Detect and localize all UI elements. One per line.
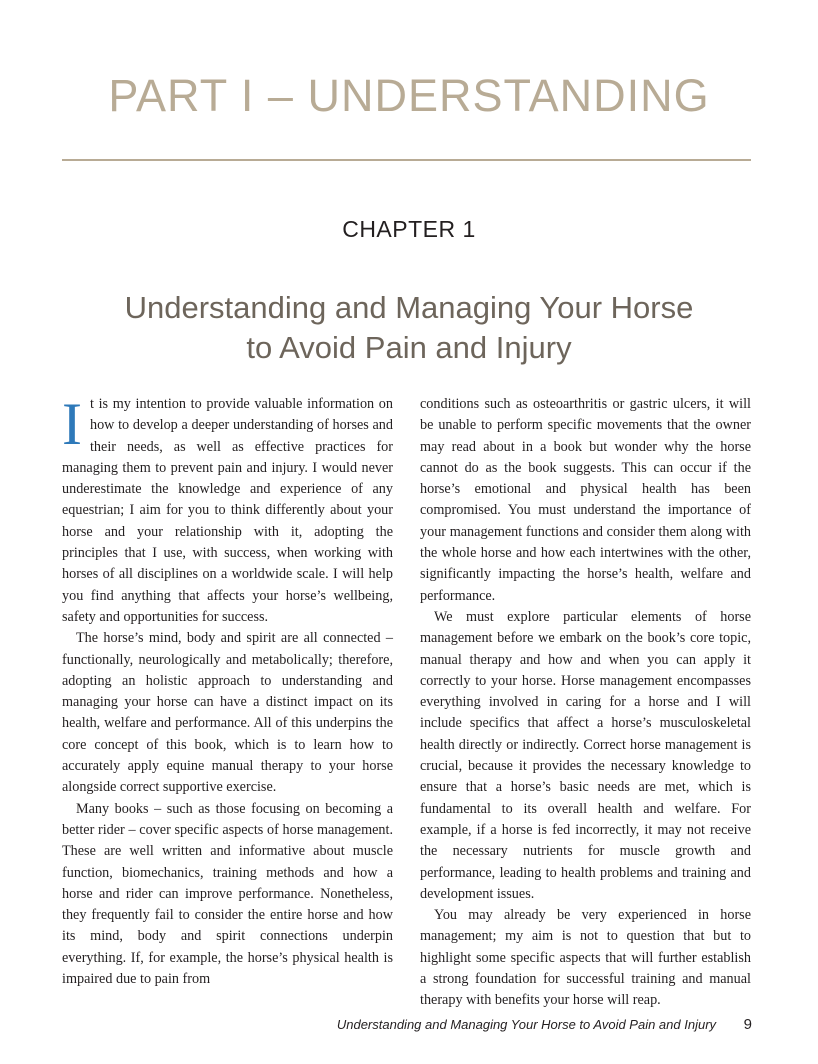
paragraph: conditions such as osteoarthritis or gastric ulcers, it will be unable to perform specific movements that the owner may read about in a book but wonder why the horse cannot do as the book suggests. This can occur if the horse’s emotional and physical health has been compromised. You must understand the importance of your management functions and consider them along with the whole horse and how each intertwines with the other, significantly impacting the horse’s health, welfare and performance. bbox=[420, 396, 751, 604]
paragraph bbox=[62, 391, 393, 628]
title-divider bbox=[62, 159, 751, 161]
chapter-label: CHAPTER 1 bbox=[342, 216, 476, 242]
running-head: Understanding and Managing Your Horse to Avoid Pain and Injury bbox=[336, 1017, 717, 1032]
paragraph: Many books – such as those focusing on becoming a better rider – cover specific aspects of horse management. These are well written and informative about muscle function, biomechanics, training methods and how a horse and rider can improve performance. Nonetheless, they frequently fail to consider the entire horse and how its mind, body and spirit connections underpin everything. If, for example, the horse’s physical health is impaired due to pain from bbox=[62, 800, 393, 988]
paragraph: We must explore particular elements of horse management before we embark on the book’s core topic, manual therapy and how and when you can apply it correctly to your horse. Horse management encompasses everything involved in caring for a horse and I will include specifics that affect a horse’s musculoskeletal health directly or indirectly. Correct horse management is crucial, because it provides the necessary knowledge to ensure that a horse’s basic needs are met, which is fundamental to its overall health and welfare. For example, if a horse is fed incorrectly, it may not receive the necessary nutrients for muscle growth and performance, leading to health problems and training and development issues. bbox=[420, 608, 751, 902]
left-column bbox=[62, 391, 393, 990]
chapter-title bbox=[40, 288, 778, 368]
drop-cap: I bbox=[62, 391, 82, 457]
paragraph: The horse’s mind, body and spirit are all connected – functionally, neurologically and metabolically; therefore, adopting an holistic approach to understanding and managing your horse can have a distinct impact on its health, welfare and performance. All of this underpins the core concept of this book, which is to learn how to accurately apply equine manual therapy to your horse alongside correct supportive exercise. bbox=[62, 630, 393, 796]
page-footer bbox=[337, 1014, 752, 1036]
chapter-title-line-1: Understanding and Managing Your Horse bbox=[124, 290, 694, 325]
paragraph-text: t is my intention to provide valuable information on how to develop a deeper understanding of horses and their needs, as well as effective practices for managing them to prevent pain and injury. I would never underestimate the knowledge and experience of any equestrian; I aim for you to think differently about your horse and your relationship with it, adopting the principles that I use, with success, when working with horses of all disciplines on a worldwide scale. I will help you find anything that affects your horse’s wellbeing, safety and opportunities for success. bbox=[62, 396, 393, 625]
page-number: 9 bbox=[743, 1016, 752, 1033]
part-title: PART I – UNDERSTANDING bbox=[108, 70, 710, 121]
chapter-title-line-2: to Avoid Pain and Injury bbox=[246, 330, 572, 365]
paragraph: You may already be very experienced in horse management; my aim is not to question that but to highlight some specific aspects that will further establish a strong foundation for successful training and manual therapy with benefits your horse will reap. bbox=[420, 907, 751, 1009]
right-column bbox=[420, 394, 751, 1012]
